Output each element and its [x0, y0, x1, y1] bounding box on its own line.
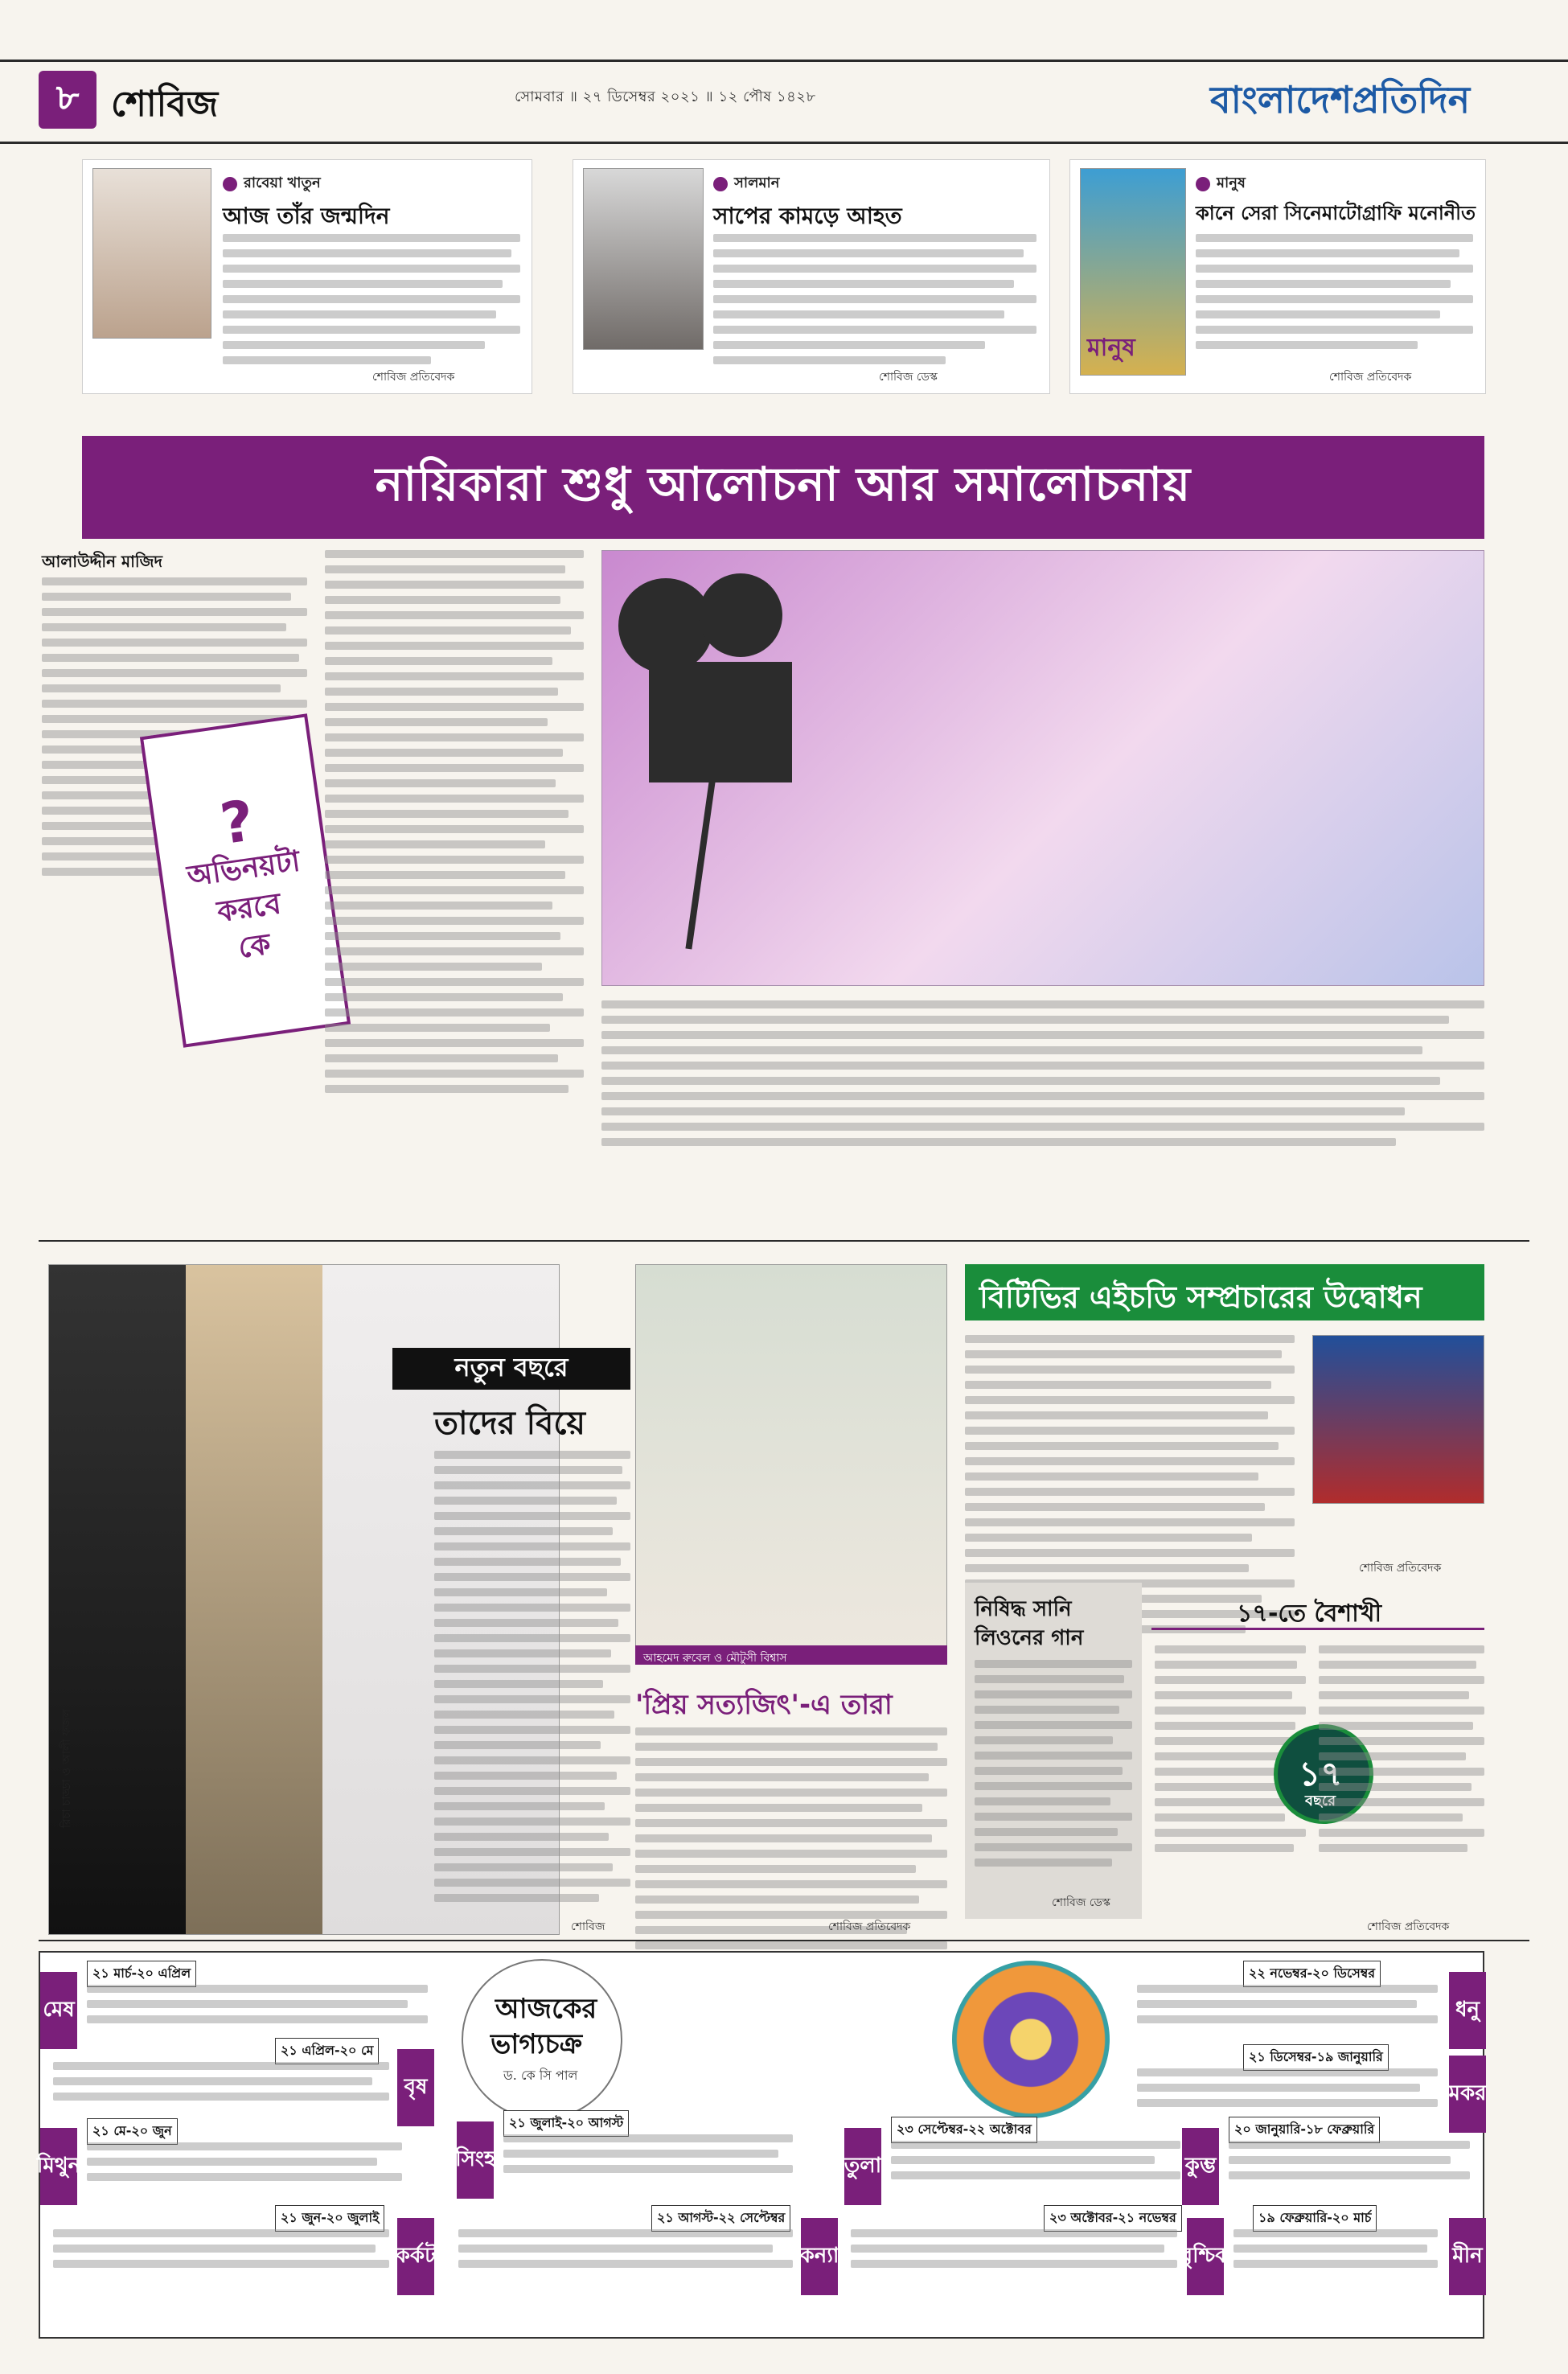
boishakhi-credit: শোবিজ প্রতিবেদক	[1367, 1920, 1450, 1933]
cinematography-story	[1069, 159, 1486, 394]
sign-tab-sagittarius	[1449, 1972, 1486, 2049]
sign-name: মেষ	[43, 1998, 75, 2022]
manush-body	[1196, 234, 1473, 349]
sign-name: মীন	[1452, 2244, 1483, 2268]
capricorn-body	[1137, 2068, 1438, 2107]
sunny-box	[965, 1583, 1142, 1919]
sign-tab-taurus	[397, 2049, 434, 2126]
kicker-dot-icon	[223, 177, 237, 191]
aquarius-date: ২০ জানুয়ারি-১৮ ফেব্রুয়ারি	[1229, 2117, 1380, 2143]
horoscope-title-line-2: ভাগ্যচক্র	[491, 2028, 583, 2060]
question-mark-icon: ?	[216, 787, 258, 858]
rabeya-photo	[92, 168, 211, 339]
lead-lower-text	[601, 1000, 1484, 1146]
snakebite-kicker-text: সালমান	[734, 175, 780, 191]
birthday-kicker	[223, 171, 321, 196]
satyajit-photo	[635, 1264, 947, 1663]
wedding-credit: শোবিজ	[571, 1920, 605, 1933]
gemini-date: ২১ মে-২০ জুন	[87, 2118, 178, 2145]
wedding-headline: তাদের বিয়ে	[434, 1405, 585, 1442]
sign-name: কন্যা	[799, 2244, 839, 2268]
sign-name: মিথুন	[36, 2154, 81, 2178]
zodiac-wheel-icon	[952, 1961, 1110, 2118]
section-title: শোবিজ	[111, 84, 219, 125]
sign-name: বৃষ	[404, 2075, 428, 2099]
birthday-title: আজ তাঁর জন্মদিন	[223, 203, 390, 229]
libra-date: ২৩ সেপ্টেম্বর-২২ অক্টোবর	[891, 2117, 1037, 2143]
sign-tab-gemini	[36, 2128, 81, 2205]
brand-part-2: প্রতিদিন	[1352, 78, 1471, 121]
wedding-body	[434, 1451, 630, 1902]
sign-name: সিংহ	[455, 2147, 495, 2171]
manush-poster	[1080, 168, 1186, 376]
sign-tab-scorpio	[1180, 2218, 1230, 2295]
sign-name: কর্কট	[395, 2244, 437, 2268]
dateline: সোমবার ॥ ২৭ ডিসেম্বর ২০২১ ॥ ১২ পৌষ ১৪২৮	[515, 88, 816, 105]
question-line-1: অভিনয়টা	[185, 844, 302, 893]
manush-title: কানে সেরা সিনেমাটোগ্রাফি মনোনীত	[1196, 202, 1476, 224]
sign-tab-virgo	[801, 2218, 838, 2295]
horoscope-title-line-1: আজকের	[495, 1993, 597, 2025]
bride-figure	[186, 1265, 322, 1935]
satyajit-caption: আহমেদ রুবেল ও মৌটুসী বিশ্বাস	[635, 1645, 947, 1665]
btv-stage-photo	[1312, 1335, 1484, 1504]
sign-tab-pisces	[1449, 2218, 1486, 2295]
taurus-date: ২১ এপ্রিল-২০ মে	[275, 2038, 379, 2064]
leo-body	[503, 2134, 793, 2173]
horoscope-rule	[39, 1940, 1529, 1941]
btv-headline: বিটিভির এইচডি সম্প্রচারের উদ্বোধন	[965, 1264, 1484, 1320]
page-number-badge	[39, 71, 96, 129]
page-number: ৮	[55, 76, 80, 118]
lead-author: আলাউদ্দীন মাজিদ	[42, 552, 163, 571]
horoscope-section	[36, 1951, 1487, 2339]
taurus-body	[53, 2062, 389, 2101]
question-line-3: কে	[236, 927, 273, 966]
camera-reel-icon	[699, 573, 782, 657]
manush-credit: শোবিজ প্রতিবেদক	[1329, 371, 1412, 384]
manush-kicker	[1196, 171, 1246, 196]
sign-tab-cancer	[395, 2218, 437, 2295]
kicker-dot-icon	[713, 177, 728, 191]
snakebite-title: সাপের কামড়ে আহত	[713, 203, 902, 229]
cancer-body	[53, 2229, 389, 2268]
birthday-body	[223, 234, 520, 364]
btv-credit: শোবিজ প্রতিবেদক	[1359, 1562, 1442, 1575]
camera-body-icon	[649, 662, 792, 782]
sign-tab-libra	[844, 2128, 881, 2205]
birthday-story	[82, 159, 532, 394]
libra-body	[891, 2141, 1180, 2179]
sign-tab-capricorn	[1449, 2056, 1486, 2133]
aquarius-body	[1229, 2141, 1470, 2179]
boishakhi-headline: ১৭-তে বৈশাখী	[1237, 1600, 1382, 1628]
sign-tab-aquarius	[1182, 2128, 1219, 2205]
camera-reel-icon	[618, 578, 713, 673]
pisces-date: ১৯ ফেব্রুয়ারি-২০ মার্চ	[1253, 2205, 1377, 2232]
sign-name: কুম্ভ	[1184, 2154, 1217, 2178]
brand-part-1: বাংলাদেশ	[1210, 78, 1353, 121]
satyajit-credit: শোবিজ প্রতিবেদক	[828, 1920, 911, 1933]
gemini-body	[87, 2142, 402, 2181]
leo-date: ২১ জুলাই-২০ আগস্ট	[503, 2110, 629, 2137]
lead-column-2	[325, 550, 584, 1093]
snakebite-credit: শোবিজ ডেস্ক	[879, 371, 938, 384]
sign-name: ধনু	[1455, 1998, 1480, 2022]
boishakhi-rule	[1151, 1628, 1484, 1630]
sunny-headline-1: নিষিদ্ধ সানি	[975, 1597, 1072, 1621]
snakebite-body	[713, 234, 1036, 364]
scorpio-body	[851, 2229, 1177, 2268]
pisces-body	[1233, 2229, 1438, 2268]
salman-photo	[583, 168, 704, 350]
birthday-credit: শোবিজ প্রতিবেদক	[372, 371, 455, 384]
satyajit-headline: 'প্রিয় সত্যজিৎ'-এ তারা	[635, 1689, 893, 1721]
top-rule	[0, 60, 1568, 62]
groom-figure	[49, 1265, 186, 1935]
sign-tab-aries	[40, 1972, 77, 2049]
aries-body	[87, 1985, 428, 2023]
birthday-kicker-text: রাবেয়া খাতুন	[244, 175, 321, 191]
sunny-body	[975, 1660, 1132, 1867]
heroines-photo	[601, 550, 1484, 986]
sagittarius-body	[1137, 1985, 1438, 2023]
tripod-icon	[685, 781, 715, 949]
sagittarius-date: ২২ নভেম্বর-২০ ডিসেম্বর	[1243, 1961, 1381, 1987]
virgo-date: ২১ আগস্ট-২২ সেপ্টেম্বর	[651, 2205, 790, 2232]
brand-logo	[1210, 72, 1470, 133]
sign-name: বৃশ্চিক	[1180, 2244, 1230, 2268]
sign-name: তুলা	[844, 2154, 882, 2178]
kicker-dot-icon	[1196, 177, 1210, 191]
snakebite-story	[573, 159, 1050, 394]
aries-date: ২১ মার্চ-২০ এপ্রিল	[87, 1961, 196, 1987]
sunny-headline-2: লিওনের গান	[975, 1626, 1084, 1650]
boishakhi-badge-word: বছরে	[1305, 1793, 1336, 1809]
sign-name: মকর	[1448, 2081, 1487, 2105]
question-line-2: করবে	[215, 887, 283, 929]
wedding-kicker: নতুন বছরে	[392, 1348, 630, 1390]
virgo-body	[458, 2229, 793, 2268]
capricorn-date: ২১ ডিসেম্বর-১৯ জানুয়ারি	[1243, 2044, 1389, 2071]
boishakhi-body-right	[1319, 1645, 1484, 1852]
cancer-date: ২১ জুন-২০ জুলাই	[275, 2205, 384, 2232]
wedding-photo-credit: রিচা চাড্ডা ও আলী ফজল	[60, 1709, 73, 1828]
manush-kicker-text: মানুষ	[1217, 175, 1246, 191]
lead-headline: নায়িকারা শুধু আলোচনা আর সমালোচনায়	[82, 436, 1484, 539]
snakebite-kicker	[713, 171, 779, 196]
poster-title: মানুষ	[1087, 334, 1135, 362]
sign-tab-leo	[457, 2121, 494, 2199]
scorpio-date: ২৩ অক্টোবর-২১ নভেম্বর	[1044, 2205, 1182, 2232]
mid-rule	[39, 1240, 1529, 1242]
boishakhi-badge-number: ১৭	[1299, 1754, 1343, 1793]
sunny-credit: শোবিজ ডেস্ক	[1052, 1896, 1110, 1909]
question-box	[140, 713, 351, 1047]
masthead-rule	[0, 142, 1568, 144]
horoscope-author: ড. কে সি পাল	[503, 2068, 578, 2083]
